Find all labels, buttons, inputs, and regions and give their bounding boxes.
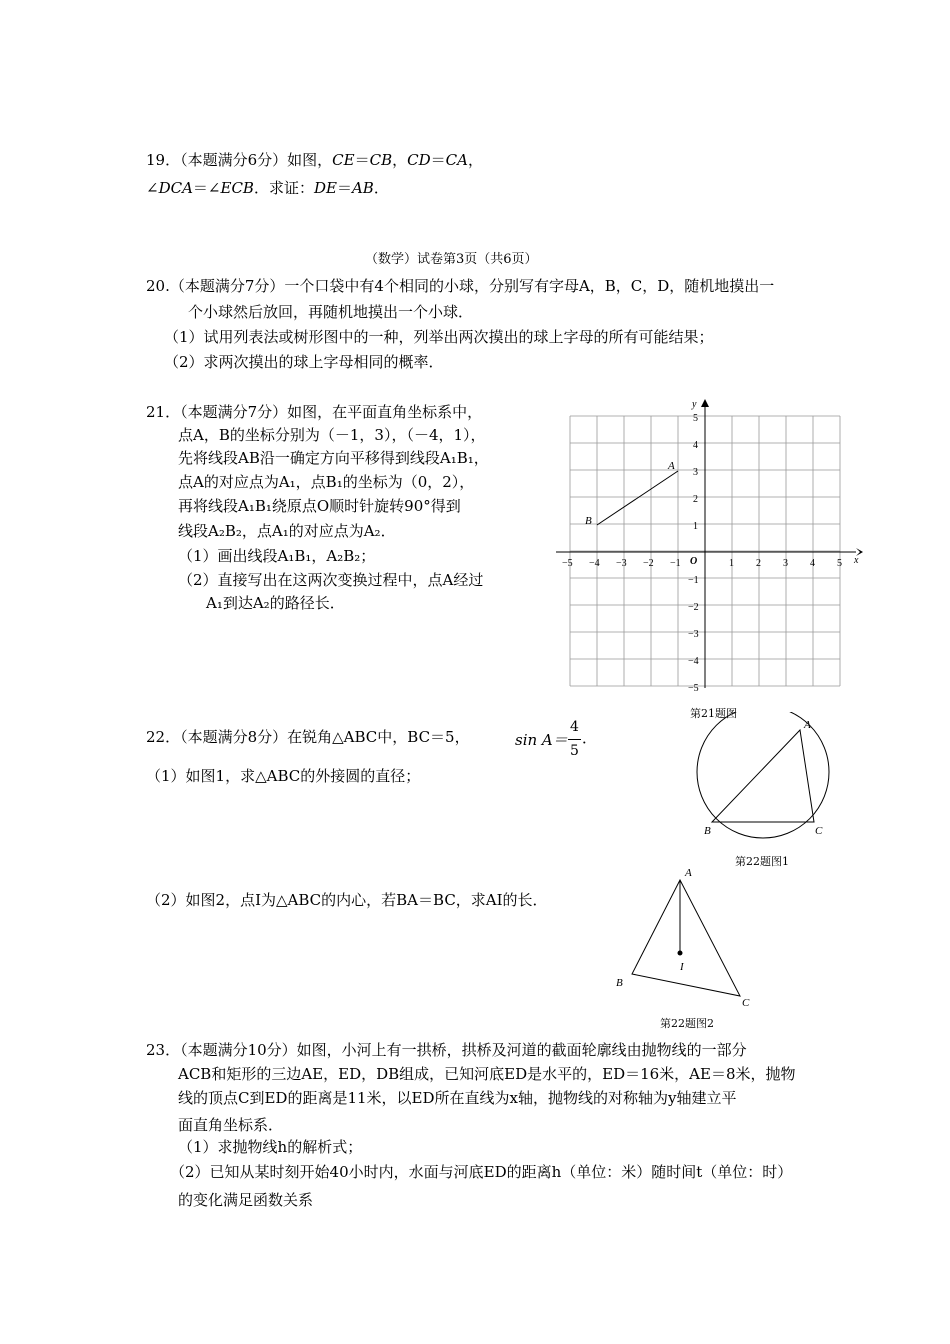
y-tick-label: −4 [688,656,699,667]
fig1-label-a: A [804,719,811,731]
q21-line5: 再将线段A₁B₁绕原点O顺时针旋转90°得到 [178,497,461,515]
x-tick-label: 2 [756,558,761,569]
q19-text: ＝ [336,179,352,197]
x-tick-label: −3 [616,558,627,569]
y-tick-label: 4 [693,440,698,451]
q19-text: 19．（本题满分6分）如图， [146,151,333,169]
q19-line2 [146,178,389,198]
x-tick-label: −2 [643,558,654,569]
q21-caption: 第21题图 [690,707,737,720]
q22-part1: （1）如图1，求△ABC的外接圆的直径； [146,767,421,785]
triangle-abc [712,730,814,822]
q21-line1: 21．（本题满分7分）如图，在平面直角坐标系中， [146,403,483,421]
q19-var: CE [332,151,355,169]
q19-text: ＝ [354,151,370,169]
q22-fig2 [610,862,760,1012]
triangle-abc-2 [632,880,740,996]
q22-fraction-den: 5 [570,743,579,759]
q23-line3: 线的顶点C到ED的距离是11米，以ED所在直线为x轴，抛物线的对称轴为y轴建立平 [178,1089,737,1107]
q20-part1: （1）试用列表法或树形图中的一种，列举出两次摸出的球上字母的所有可能结果； [164,328,714,346]
y-axis-arrow-icon [701,399,709,407]
q21-part2b: A₁到达A₂的路径长． [206,594,345,612]
page-footer: （数学）试卷第3页（共6页） [365,252,538,267]
q22-fraction-num: 4 [570,719,579,735]
q23-line2: ACB和矩形的三边AE，ED，DB组成，已知河底ED是水平的，ED＝16米，AE＝8米，抛物 [178,1065,796,1083]
q19-var: DE [313,179,337,197]
fig1-label-c: C [815,825,823,837]
y-tick-label: 2 [693,494,698,505]
x-axis-label: x [854,555,859,566]
y-tick-label: 3 [693,467,698,478]
fig2-label-a: A [685,867,692,879]
q22-text: 22．（本题满分8分）在锐角△ABC中，BC＝5， [146,728,470,746]
y-tick-labels [688,413,699,694]
q21-line4: 点A的对应点为A₁，点B₁的坐标为（0，2）， [178,473,475,491]
q19-line1 [146,150,483,170]
q22-period: ． [582,729,598,747]
q19-text: ， [392,151,408,169]
point-b-label: B [585,515,592,527]
point-a-label: A [668,460,675,472]
x-tick-label: 1 [729,558,734,569]
fraction-bar [568,739,581,740]
q22-part2: （2）如图2，点I为△ABC的内心，若BA＝BC，求AI的长． [146,891,548,909]
y-tick-label: 1 [693,521,698,532]
q19-text: ∠ [146,179,159,197]
y-tick-label: −1 [688,575,699,586]
fig2-label-c: C [742,997,750,1009]
fig1-label-b: B [704,825,711,837]
q19-var: CD [407,151,431,169]
y-tick-label: 5 [693,413,698,424]
q19-var: ECB [220,179,254,197]
q23-line1: 23．（本题满分10分）如图，小河上有一拱桥，拱桥及河道的截面轮廓线由抛物线的一部分 [146,1041,747,1059]
q22-sin: sin A＝ [515,731,568,749]
q22-line1 [146,727,470,747]
x-tick-label: 4 [810,558,815,569]
y-axis-label: y [692,399,697,410]
q21-line6: 线段A₂B₂，点A₁的对应点为A₂． [178,522,396,540]
q21-line3: 先将线段AB沿一确定方向平移得到线段A₁B₁， [178,449,489,467]
q19-var: AB [351,179,374,197]
q20-line1: 20.（本题满分7分）一个口袋中有4个相同的小球，分别写有字母A，B，C，D，随机地摸出一 [146,277,775,295]
q19-var: CA [445,151,468,169]
q19-var: CB [369,151,393,169]
x-tick-label: 3 [783,558,788,569]
q21-grid-figure [550,395,870,725]
q19-text: ， [467,151,483,169]
q19-text: ． [373,179,389,197]
q21-line2: 点A，B的坐标分别为（－1，3），（－4，1）， [178,426,486,444]
incenter-point [678,951,683,956]
q23-part2b: 的变化满足函数关系 [178,1191,314,1209]
q20-line2: 个小球然后放回，再随机地摸出一个小球． [188,303,474,321]
q22-fig1 [690,712,840,842]
q19-var: DCA [158,179,193,197]
x-tick-label: −5 [562,558,573,569]
segment-ab [597,471,678,525]
y-tick-label: −5 [688,683,699,694]
q23-line4: 面直角坐标系． [178,1116,284,1134]
q19-text: ＝ [430,151,446,169]
fig2-label-i: I [680,961,684,973]
q19-text: ＝∠ [192,179,221,197]
y-tick-label: −3 [688,629,699,640]
x-tick-label: 5 [837,558,842,569]
x-tick-label: −1 [670,558,681,569]
q23-part2: （2）已知从某时刻开始40小时内，水面与河底ED的距离h（单位：米）随时间t（单位：时） [170,1163,793,1181]
q21-part2: （2）直接写出在这两次变换过程中，点A经过 [178,571,484,589]
q23-part1: （1）求抛物线h的解析式； [178,1138,363,1156]
y-tick-label: −2 [688,602,699,613]
q20-part2: （2）求两次摸出的球上字母相同的概率． [164,353,444,371]
origin-label: O [690,556,698,567]
q21-part1: （1）画出线段A₁B₁，A₂B₂； [178,547,376,565]
q19-text: ．求证： [253,179,314,197]
x-tick-label: −4 [589,558,600,569]
q22-caption1: 第22题图1 [735,855,789,868]
q22-caption2: 第22题图2 [660,1017,714,1030]
fig2-label-b: B [616,977,623,989]
x-tick-labels [562,558,842,569]
